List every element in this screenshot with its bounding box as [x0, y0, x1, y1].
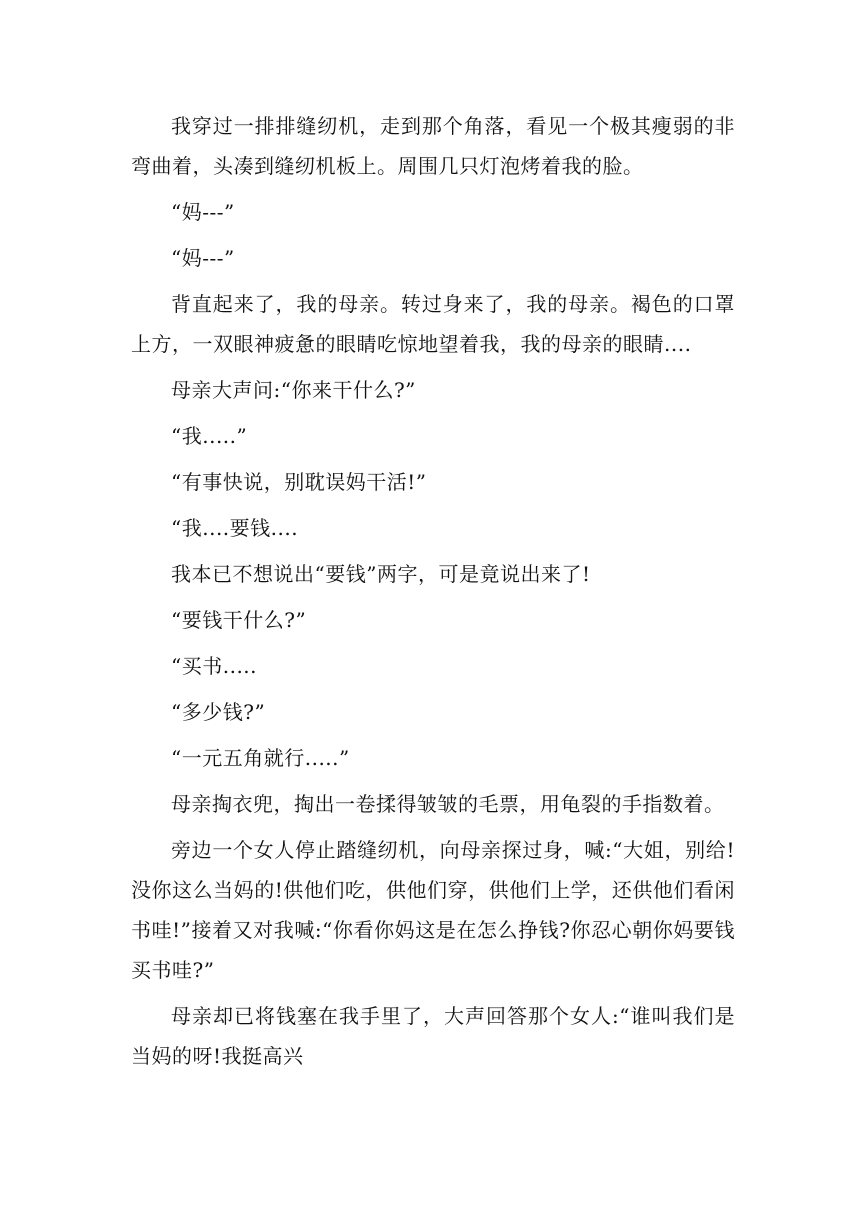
paragraph: “妈---”: [171, 200, 235, 224]
paragraph: “妈---”: [171, 246, 235, 270]
paragraph: “有事快说，别耽误妈干活!”: [171, 470, 427, 494]
paragraph: 我本已不想说出“要钱”两字，可是竟说出来了!: [171, 562, 591, 586]
paragraph: “多少钱?”: [171, 700, 266, 724]
paragraph: 我穿过一排排缝纫机，走到那个角落，看见一个极其瘦弱的非弯曲着，头凑到缝纫机板上。周围几只灯泡烤着我的脸。: [131, 114, 735, 178]
paragraph: 母亲却已将钱塞在我手里了，大声回答那个女人:“谁叫我们是当妈的呀!我挺高兴: [131, 1004, 735, 1068]
paragraph: “我....要钱....: [171, 516, 299, 540]
document-body: [131, 106, 735, 1082]
paragraph: 旁边一个女人停止踏缝纫机，向母亲探过身，喊:“大姐，别给!没你这么当妈的!供他们吃，供他们穿，供他们上学，还供他们看闲书哇!”接着又对我喊:“你看你妈这是在怎么挣钱?你忍心朝你妈要钱买书哇?”: [131, 838, 735, 982]
paragraph: “要钱干什么?”: [171, 608, 307, 632]
paragraph: 背直起来了，我的母亲。转过身来了，我的母亲。褐色的口罩上方，一双眼神疲惫的眼睛吃惊地望着我，我的母亲的眼睛....: [131, 292, 735, 356]
paragraph: “一元五角就行.....”: [171, 746, 350, 770]
paragraph: “我.....”: [171, 424, 248, 448]
paragraph: 母亲大声问:“你来干什么?”: [171, 378, 416, 402]
paragraph: 母亲掏衣兜，掏出一卷揉得皱皱的毛票，用龟裂的手指数着。: [171, 792, 725, 816]
paragraph: “买书.....: [171, 654, 258, 678]
